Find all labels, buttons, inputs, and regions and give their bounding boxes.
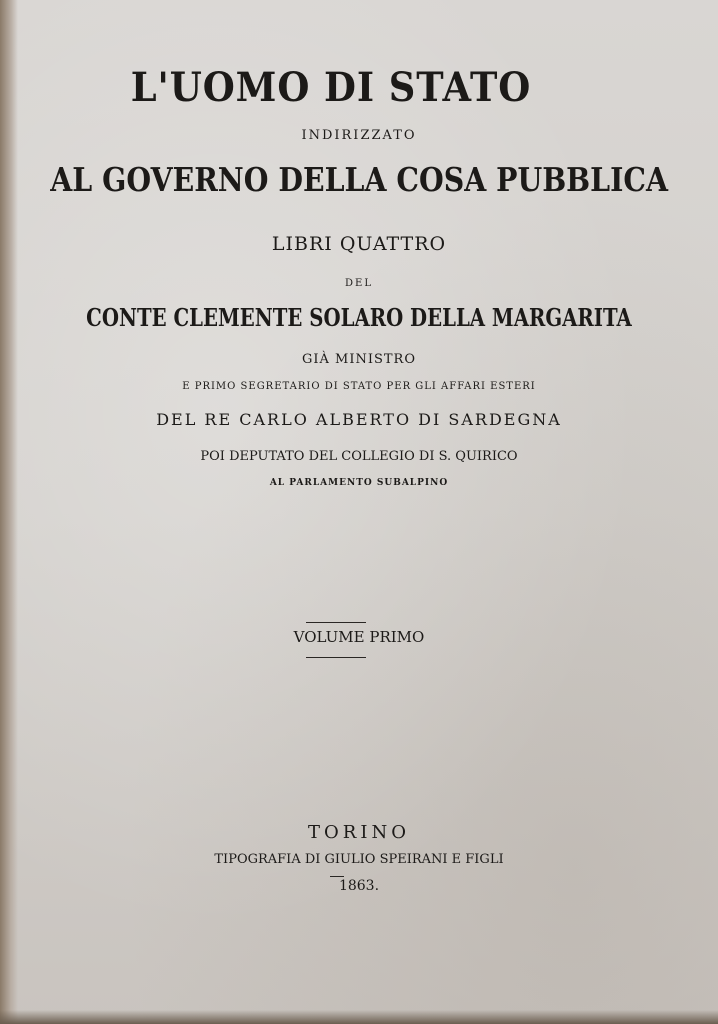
imprint-city: TORINO xyxy=(308,822,410,843)
imprint-year: 1863. xyxy=(338,878,380,894)
author-role-parlamento: AL PARLAMENTO SUBALPINO xyxy=(269,478,449,488)
book-title: L'UOMO DI STATO xyxy=(130,64,532,111)
subtitle-governo: AL GOVERNO DELLA COSA PUBBLICA xyxy=(50,160,669,199)
page-bottom-edge xyxy=(0,1010,718,1024)
volume-label: VOLUME PRIMO xyxy=(293,628,425,646)
subtitle-libri: LIBRI QUATTRO xyxy=(271,233,447,255)
author-role-poi: POI DEPUTATO DEL COLLEGIO DI S. QUIRICO xyxy=(200,449,518,464)
imprint-publisher: TIPOGRAFIA DI GIULIO SPEIRANI E FIGLI xyxy=(214,852,504,867)
book-spine-shadow xyxy=(0,0,18,1024)
volume-rule-bottom xyxy=(306,657,366,658)
author-name: CONTE CLEMENTE SOLARO DELLA MARGARITA xyxy=(86,303,632,332)
volume-rule-top xyxy=(306,622,366,623)
author-role-re: DEL RE CARLO ALBERTO DI SARDEGNA xyxy=(156,410,562,429)
subtitle-indirizzato: INDIRIZZATO xyxy=(301,128,417,143)
author-role-gia: GIÀ MINISTRO xyxy=(301,352,417,367)
author-prefix: DEL xyxy=(345,278,373,289)
year-rule xyxy=(330,876,344,877)
author-role-primo: E PRIMO SEGRETARIO DI STATO PER GLI AFFARI ESTERI xyxy=(182,381,536,392)
